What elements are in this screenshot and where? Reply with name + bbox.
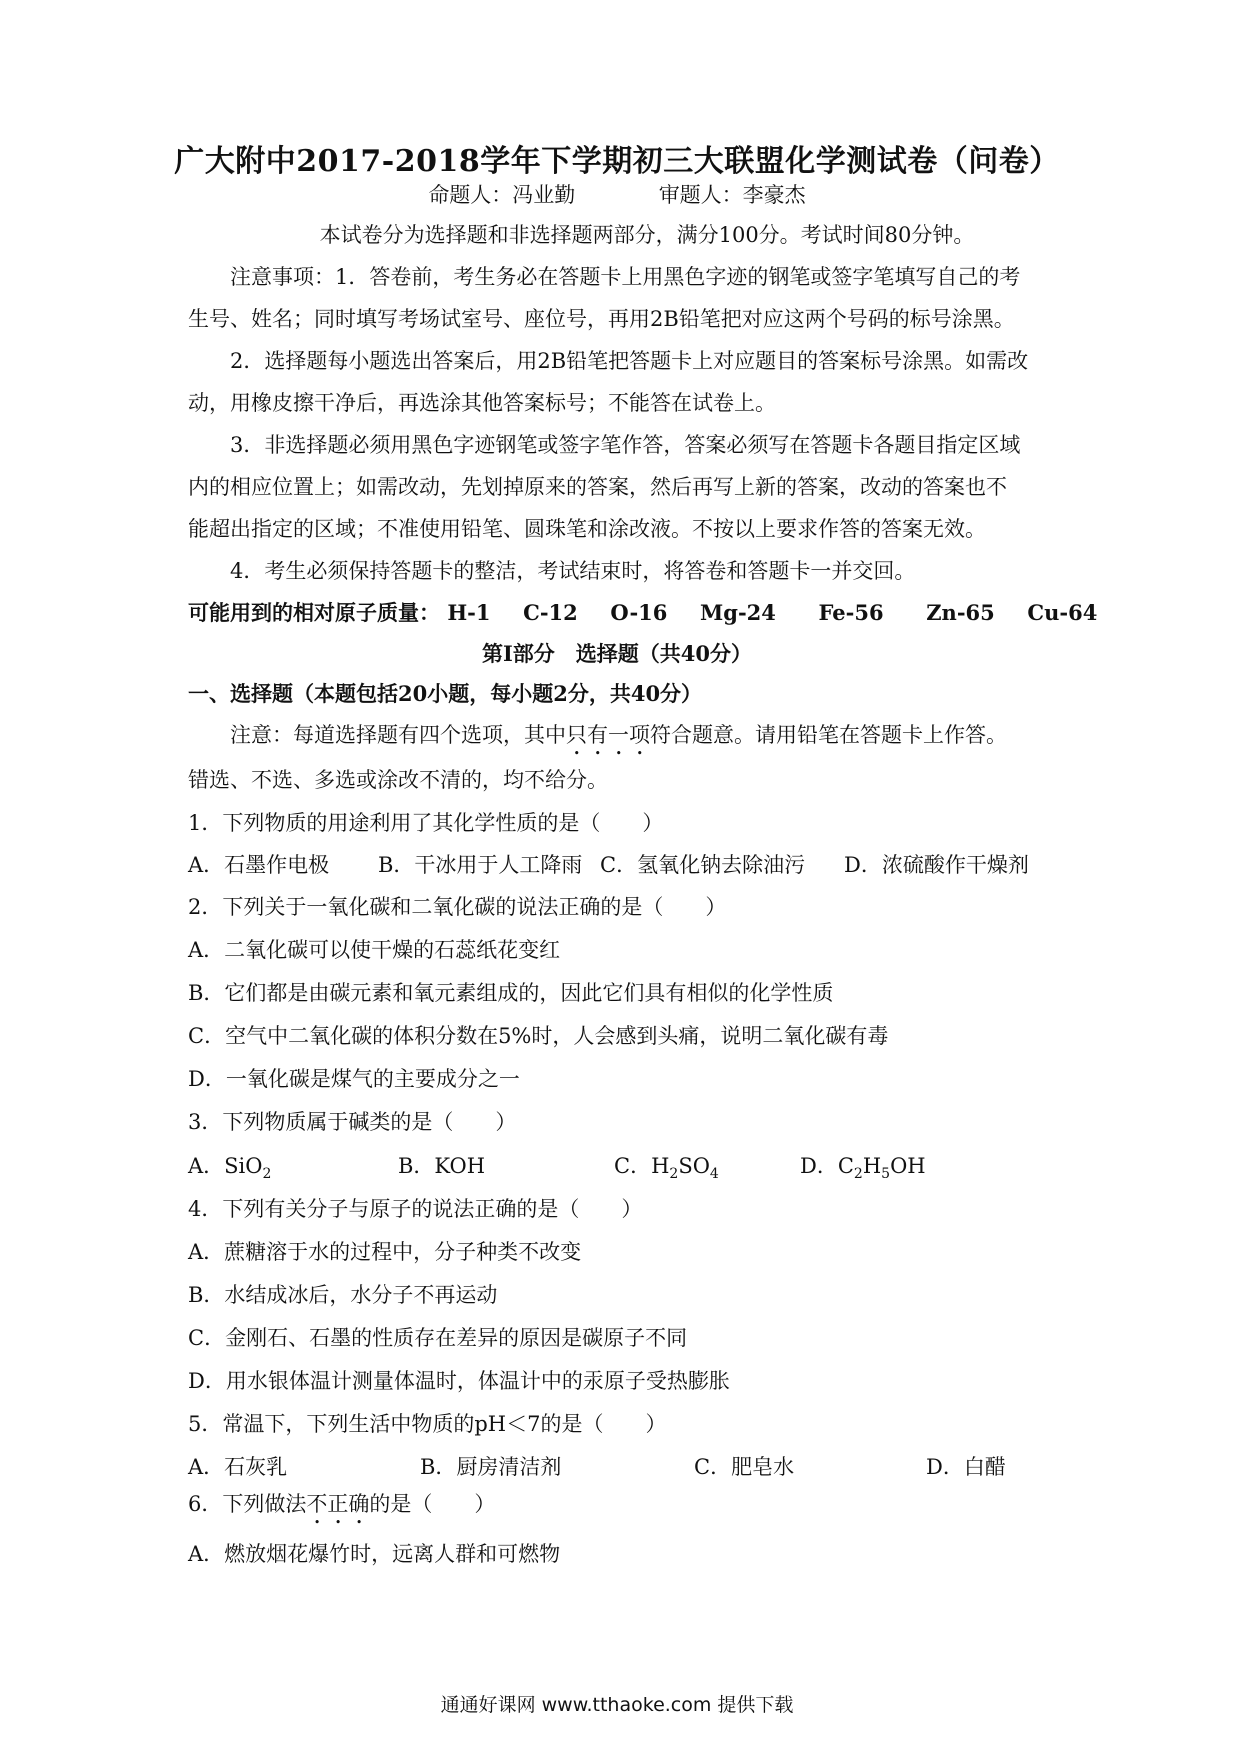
stem-emphasis: 不正确 (306, 1492, 370, 1516)
option-d: D．浓硫酸作干燥剂 (844, 853, 1029, 877)
atomic-mass-item: Fe-56 (818, 600, 884, 625)
question-stem: 6．下列做法不正确的是（ ） (188, 1492, 496, 1516)
setter-label: 命题人：冯业勤 (428, 183, 576, 207)
question-stem: 1．下列物质的用途利用了其化学性质的是（ ） (188, 811, 664, 835)
option-a: A．石灰乳 (188, 1455, 288, 1479)
option-b: B．KOH (398, 1154, 486, 1178)
atomic-mass-item: C-12 (523, 600, 578, 625)
note-line: 能超出指定的区域；不准使用铅笔、圆珠笔和涂改液。不按以上要求作答的答案无效。 (188, 517, 986, 541)
section-note-emphasis: 只有一项 (566, 723, 650, 747)
section-heading: 一、选择题（本题包括20小题，每小题2分，共40分） (188, 681, 703, 706)
note-line: 内的相应位置上；如需改动，先划掉原来的答案，然后再写上新的答案，改动的答案也不 (188, 475, 1007, 499)
section-note (188, 721, 1054, 760)
page-footer: 通通好课网 www.tthaoke.com 提供下载 (440, 1694, 794, 1716)
note-line: 动，用橡皮擦干净后，再选涂其他答案标号；不能答在试卷上。 (188, 391, 776, 415)
option-d: D．用水银体温计测量体温时，体温计中的汞原子受热膨胀 (188, 1369, 730, 1393)
atomic-mass-item: Zn-65 (926, 600, 995, 625)
option-c: C．$H_2SO_4$ (614, 1154, 719, 1183)
question-options (188, 1453, 1054, 1481)
atomic-mass-label: 可能用到的相对原子质量： (188, 600, 440, 625)
option-a: A．蔗糖溶于水的过程中，分子种类不改变 (188, 1240, 582, 1264)
note-line: 4．考生必须保持答题卡的整洁，考试结束时，将答卷和答题卡一并交回。 (230, 559, 916, 583)
option-c: C．空气中二氧化碳的体积分数在5%时，人会感到头痛，说明二氧化碳有毒 (188, 1024, 889, 1048)
note-line: 生号、姓名；同时填写考场试室号、座位号，再用2B铅笔把对应这两个号码的标号涂黑。 (188, 307, 1015, 331)
option-a: A．SiO$_2$ (188, 1154, 272, 1183)
section-note-after: 符合题意。请用铅笔在答题卡上作答。 (650, 723, 1007, 747)
question-stem: 5．常温下，下列生活中物质的pH＜7的是（ ） (188, 1412, 667, 1436)
option-d: D．一氧化碳是煤气的主要成分之一 (188, 1067, 520, 1091)
atomic-mass-item: Cu-64 (1027, 600, 1098, 625)
option-b: B．它们都是由碳元素和氧元素组成的，因此它们具有相似的化学性质 (188, 981, 834, 1005)
question-stem: 2．下列关于一氧化碳和二氧化碳的说法正确的是（ ） (188, 895, 727, 919)
option-a: A．二氧化碳可以使干燥的石蕊纸花变红 (188, 938, 561, 962)
option-a: A．石墨作电极 (188, 853, 330, 877)
atomic-mass-line (188, 599, 1098, 627)
page-title: 广大附中2017-2018学年下学期初三大联盟化学测试卷（问卷） (174, 144, 1060, 179)
note-line: 注意事项：1．答卷前，考生务必在答题卡上用黑色字迹的钢笔或签字笔填写自己的考 (230, 265, 1021, 289)
section-note-before: 注意：每道选择题有四个选项，其中 (230, 723, 566, 747)
option-a: A．燃放烟花爆竹时，远离人群和可燃物 (188, 1542, 561, 1566)
reviewer-label: 审题人：李豪杰 (658, 183, 806, 207)
atomic-mass-item: O-16 (610, 600, 668, 625)
option-d: D．白醋 (926, 1455, 1006, 1479)
section-note-line2: 错选、不选、多选或涂改不清的，均不给分。 (188, 768, 608, 792)
option-b: B．水结成冰后，水分子不再运动 (188, 1283, 498, 1307)
question-stem: 4．下列有关分子与原子的说法正确的是（ ） (188, 1197, 643, 1221)
note-line: 3．非选择题必须用黑色字迹钢笔或签字笔作答，答案必须写在答题卡各题目指定区域 (230, 433, 1021, 457)
atomic-mass-item: H-1 (447, 600, 491, 625)
option-d: D．$C_2H_5OH$ (800, 1154, 926, 1183)
atomic-mass-item: Mg-24 (700, 600, 776, 625)
question-stem: 3．下列物质属于碱类的是（ ） (188, 1110, 517, 1134)
intro-text: 本试卷分为选择题和非选择题两部分，满分100分。考试时间80分钟。 (319, 223, 975, 247)
option-b: B．干冰用于人工降雨 (378, 853, 583, 877)
question-options (188, 1152, 1054, 1188)
option-c: C．氢氧化钠去除油污 (600, 853, 806, 877)
option-b: B．厨房清洁剂 (420, 1455, 562, 1479)
note-line: 2．选择题每小题选出答案后，用2B铅笔把答题卡上对应题目的答案标号涂黑。如需改 (230, 349, 1029, 373)
option-c: C．金刚石、石墨的性质存在差异的原因是碳原子不同 (188, 1326, 688, 1350)
question-options (188, 851, 1054, 879)
authors-line (0, 181, 1234, 209)
part-heading: 第Ⅰ部分 选择题（共40分） (481, 641, 753, 666)
option-c: C．肥皂水 (694, 1455, 795, 1479)
